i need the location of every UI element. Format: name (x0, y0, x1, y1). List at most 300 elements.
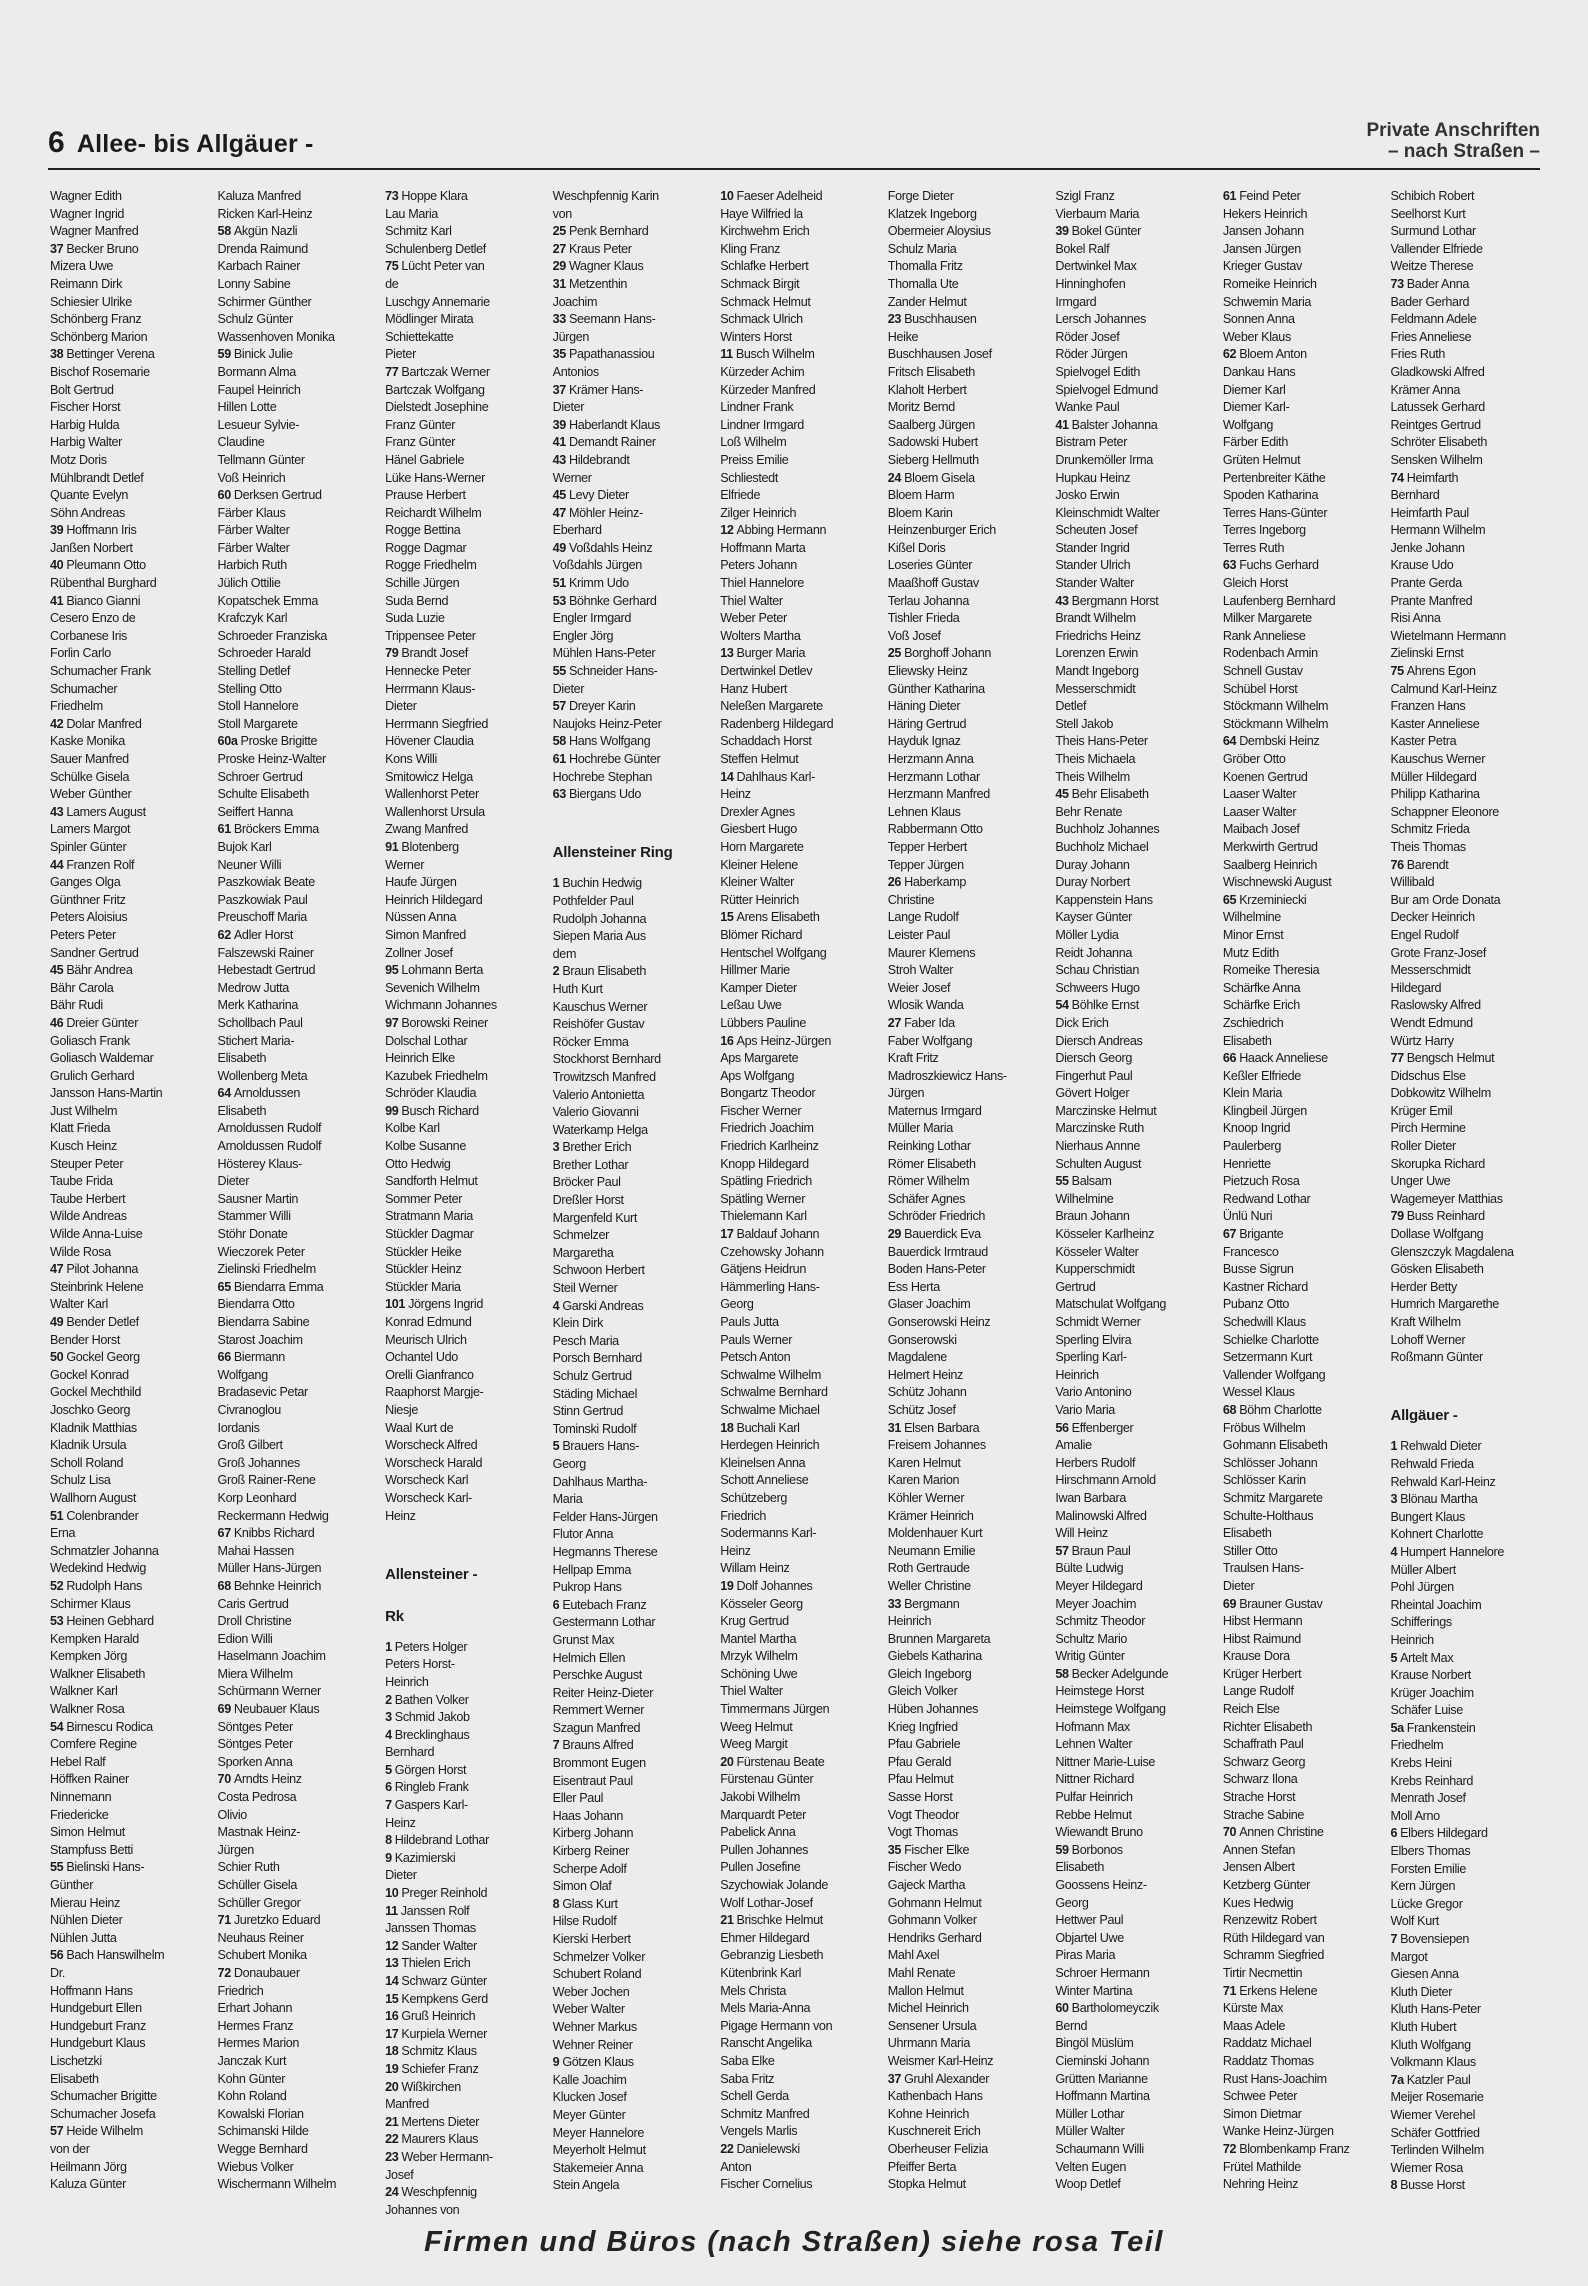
resident-entry: Waterkamp Helga (552, 1122, 648, 1137)
house-entry: 20 Fürstenau Beate (720, 1754, 825, 1769)
resident-entry: Stakemeier Anna (552, 2160, 644, 2175)
house-entry: 4 Garski Andreas (552, 1298, 644, 1313)
resident-entry: Timmermans Jürgen (720, 1702, 830, 1717)
house-number: 51 (552, 576, 566, 591)
house-entry: 9 Kazimierski (385, 1850, 456, 1865)
resident-entry: Nühlen Jutta (50, 1930, 117, 1945)
resident-entry: Piras Maria (1055, 1948, 1116, 1963)
resident-entry: Weeg Margit (720, 1737, 788, 1752)
resident-entry: Reiter Heinz-Dieter (552, 1685, 654, 1700)
resident-entry: Pubanz Otto (1222, 1297, 1290, 1312)
house-number: 2 (385, 1692, 392, 1707)
resident-entry: Niesje (385, 1402, 419, 1417)
resident-entry: Rehwald Karl-Heinz (1390, 1474, 1496, 1489)
house-number: 7 (552, 1738, 560, 1753)
resident-entry: Klein Maria (1222, 1086, 1283, 1101)
resident-entry: Worscheck Karl- (385, 1490, 473, 1505)
resident-entry: Hochrebe Stephan (552, 769, 653, 784)
resident-entry: Engler Irmgard (552, 611, 632, 626)
resident-entry: Mizera Uwe (50, 259, 113, 274)
house-entry: 47 Pilot Johanna (50, 1262, 139, 1277)
house-number: 64 (217, 1086, 231, 1101)
house-entry: 77 Bartczak Werner (385, 364, 490, 379)
house-entry: 76 Barendt (1390, 857, 1449, 872)
resident-entry: Bischof Rosemarie (50, 364, 150, 379)
resident-entry: von (552, 206, 572, 221)
house-number: 50 (50, 1350, 64, 1365)
resident-entry: Leister Paul (887, 927, 951, 942)
resident-entry: Josef (385, 2167, 414, 2182)
resident-entry: Setzermann Kurt (1222, 1350, 1313, 1365)
house-number: 13 (720, 646, 734, 661)
resident-entry: Schulz Gertrud (552, 1369, 632, 1383)
house-number: 42 (50, 716, 64, 731)
resident-entry: Dieter (385, 1868, 417, 1883)
resident-entry: Mastnak Heinz- (217, 1825, 301, 1840)
resident-entry: Merk Katharina (217, 998, 299, 1013)
resident-entry: Franz Günter (385, 417, 456, 432)
resident-entry: Gonserowski (887, 1332, 957, 1347)
house-entry: 26 Haberkamp (887, 875, 967, 890)
resident-entry: Simon Dietmar (1222, 2106, 1302, 2121)
house-entry: 5 Görgen Horst (385, 1762, 467, 1777)
resident-entry: Frütel Mathilde (1222, 2159, 1301, 2174)
resident-entry: Peters Horst- (385, 1657, 455, 1672)
resident-entry: Schwee Peter (1222, 2089, 1298, 2104)
resident-entry: Thomalla Fritz (887, 259, 963, 274)
resident-entry: Nehring Heinz (1222, 2177, 1299, 2192)
house-number: 65 (1222, 892, 1237, 907)
resident-entry: Schmack Ulrich (720, 312, 803, 327)
resident-entry: Krieger Gustav (1222, 259, 1302, 274)
resident-entry: Maria (552, 1492, 583, 1507)
resident-entry: Bongartz Theodor (720, 1086, 816, 1101)
house-number: 71 (217, 1913, 231, 1928)
resident-entry: Margaretha (552, 1245, 614, 1260)
resident-entry: Philipp Katharina (1390, 787, 1480, 802)
house-entry: 10 Preger Reinhold (385, 1886, 488, 1901)
house-entry: 19 Dolf Johannes (720, 1578, 813, 1593)
resident-entry: Wilhelmine (1222, 910, 1281, 925)
resident-entry: Stöckmann Wilhelm (1222, 716, 1329, 731)
resident-entry: Städing Michael (552, 1386, 638, 1401)
resident-entry: Hibst Raimund (1222, 1631, 1301, 1646)
house-entry: 6 Ringleb Frank (385, 1780, 469, 1795)
resident-entry: Lehnen Walter (1055, 1737, 1133, 1752)
house-entry: 7 Brauns Alfred (552, 1738, 634, 1753)
resident-entry: Raddatz Thomas (1222, 2053, 1314, 2068)
resident-entry: Schmelzer (552, 1228, 609, 1243)
house-number: 1 (385, 1639, 392, 1654)
resident-entry: Stopka Helmut (887, 2177, 966, 2192)
resident-entry: Gohmann Helmut (887, 1895, 982, 1910)
page-title: Allee- bis Allgäuer - (76, 130, 314, 158)
resident-entry: Lischetzki (50, 2053, 102, 2068)
house-number: 15 (720, 910, 734, 925)
house-number: 11 (720, 347, 733, 362)
resident-entry: Milker Margarete (1222, 611, 1312, 626)
resident-entry: Pfeiffer Berta (887, 2159, 957, 2174)
resident-entry: Schönberg Marion (50, 329, 148, 344)
resident-entry: Redwand Lothar (1222, 1191, 1311, 1206)
resident-entry: Faupel Heinrich (217, 382, 301, 397)
resident-entry: Arnoldussen Rudolf (217, 1121, 322, 1136)
house-entry: 33 Bergmann (887, 1596, 960, 1611)
resident-entry: Kaster Petra (1390, 734, 1457, 749)
resident-entry: Wolters Martha (720, 628, 801, 643)
resident-entry: Johannes von (385, 2202, 460, 2217)
resident-entry: Stichert Maria- (217, 1033, 295, 1048)
house-number: 79 (385, 646, 399, 661)
resident-entry: Pothfelder Paul (552, 893, 634, 908)
house-entry: 14 Schwarz Günter (385, 1974, 487, 1988)
house-entry: 62 Bloem Anton (1222, 347, 1307, 362)
resident-entry: Anton (720, 2159, 752, 2174)
house-number: 7a (1390, 2072, 1404, 2087)
resident-entry: Krämer Anna (1390, 382, 1461, 397)
resident-entry: Kaske Monika (50, 734, 125, 749)
house-entry: 16 Gruß Heinrich (385, 2009, 476, 2024)
house-number: 72 (1222, 2141, 1237, 2156)
resident-entry: Kleinelsen Anna (720, 1455, 806, 1470)
resident-entry: Schlafke Herbert (720, 259, 809, 274)
house-entry: 49 Voßdahls Heinz (552, 540, 653, 555)
resident-entry: Thiel Walter (720, 593, 783, 608)
resident-entry: Drexler Agnes (720, 804, 795, 819)
resident-entry: Schröter Elisabeth (1390, 435, 1488, 450)
resident-entry: Schüller Gregor (217, 1895, 301, 1910)
house-number: 45 (50, 963, 64, 978)
resident-entry: Kolbe Susanne (385, 1139, 466, 1154)
house-number: 6 (1390, 1826, 1398, 1841)
house-number: 55 (1055, 1174, 1069, 1189)
resident-entry: Schliestedt (720, 470, 778, 485)
house-number: 52 (50, 1578, 64, 1593)
resident-entry: Laaser Walter (1222, 804, 1297, 819)
resident-entry: Josko Erwin (1055, 488, 1120, 503)
resident-entry: Worscheck Harald (385, 1455, 483, 1470)
resident-entry: Buschhausen Josef (887, 347, 992, 362)
resident-entry: Werner (385, 857, 425, 872)
house-number: 67 (1222, 1227, 1237, 1242)
resident-entry: Taube Herbert (50, 1191, 126, 1206)
resident-entry: Lamers Margot (50, 822, 131, 837)
directory-column (1223, 188, 1383, 2219)
house-entry: 58 Becker Adelgunde (1055, 1666, 1169, 1681)
resident-entry: Mierau Heinz (50, 1895, 120, 1910)
house-entry: 99 Busch Richard (385, 1103, 479, 1118)
resident-entry: Rudolph Johanna (552, 911, 647, 926)
resident-entry: Elisabeth (1222, 1526, 1272, 1541)
house-number: 6 (385, 1780, 392, 1795)
resident-entry: Hayduk Ignaz (887, 734, 961, 749)
resident-entry: Schier Ruth (217, 1860, 280, 1875)
resident-entry: Fischer Cornelius (720, 2177, 813, 2192)
house-number: 77 (385, 364, 399, 379)
house-entry: 15 Arens Elisabeth (720, 910, 820, 925)
resident-entry: Zielinski Ernst (1390, 646, 1464, 661)
house-entry: 65 Krzeminiecki (1222, 892, 1307, 907)
resident-entry: Tepper Herbert (887, 839, 967, 854)
resident-entry: Krause Udo (1390, 558, 1454, 573)
resident-entry: Jansson Hans-Martin (50, 1086, 163, 1101)
house-entry: 101 Jörgens Ingrid (385, 1297, 483, 1312)
resident-entry: Kladnik Matthias (50, 1420, 137, 1435)
house-number: 39 (552, 417, 566, 432)
resident-entry: Ricken Karl-Heinz (217, 206, 313, 221)
resident-entry: Michel Heinrich (887, 2001, 969, 2016)
resident-entry: Goliasch Frank (50, 1033, 130, 1048)
resident-entry: Wilde Andreas (50, 1209, 127, 1224)
resident-entry: Müller Albert (1390, 1562, 1456, 1577)
resident-entry: Schumacher Josefa (50, 2106, 156, 2121)
house-entry: 5a Frankenstein (1390, 1720, 1476, 1735)
house-number: 73 (385, 189, 399, 203)
house-entry: 45 Levy Dieter (552, 488, 629, 503)
resident-entry: Rogge Bettina (385, 523, 461, 538)
resident-entry: Schüller Gisela (217, 1878, 297, 1892)
resident-entry: Schwarz Georg (1222, 1754, 1306, 1769)
resident-entry: Pullen Johannes (720, 1842, 809, 1857)
resident-entry: Sperling Karl- (1055, 1350, 1127, 1365)
resident-entry: Behr Renate (1055, 804, 1123, 819)
resident-entry: Peters Johann (720, 558, 797, 573)
house-entry: 95 Lohmann Berta (385, 963, 483, 978)
resident-entry: Laufenberg Bernhard (1222, 593, 1336, 608)
resident-entry: Häring Gertrud (887, 716, 967, 731)
resident-entry: Kluth Dieter (1390, 1984, 1453, 1999)
resident-entry: Schmack Birgit (720, 276, 800, 291)
resident-entry: Groß Johannes (217, 1455, 300, 1470)
resident-entry: Hüben Johannes (887, 1702, 979, 1717)
house-entry: 13 Burger Maria (720, 646, 806, 661)
house-number: 20 (385, 2079, 399, 2094)
resident-entry: Lindner Frank (720, 400, 794, 415)
resident-entry: Kazubek Friedhelm (385, 1068, 488, 1083)
resident-entry: Mandt Ingeborg (1055, 664, 1139, 679)
resident-entry: Schützeberg (720, 1490, 788, 1505)
house-entry: 1 Buchin Hedwig (552, 876, 642, 891)
resident-entry: Wedekind Hedwig (50, 1561, 147, 1576)
resident-entry: Menrath Josef (1390, 1791, 1466, 1806)
resident-entry: Harbich Ruth (217, 558, 287, 573)
house-entry: 2 Bathen Volker (385, 1692, 469, 1707)
resident-entry: Mallon Helmut (887, 1983, 964, 1998)
resident-entry: Diemer Karl- (1222, 400, 1290, 415)
house-number: 22 (720, 2141, 734, 2156)
resident-entry: Buchholz Michael (1055, 839, 1149, 854)
resident-entry: Hilse Rudolf (552, 1914, 617, 1929)
resident-entry: Schott Anneliese (720, 1473, 809, 1488)
resident-entry: Trippensee Peter (385, 628, 476, 643)
resident-entry: Engler Jörg (552, 628, 614, 643)
resident-entry: Ketzberg Günter (1222, 1878, 1311, 1892)
resident-entry: Reichardt Wilhelm (385, 505, 482, 520)
house-number: 58 (1055, 1666, 1069, 1681)
resident-entry: Reinking Lothar (887, 1139, 971, 1154)
house-number: 38 (50, 347, 64, 362)
house-entry: 35 Papathanassiou (552, 347, 655, 362)
resident-entry: Gockel Mechthild (50, 1385, 141, 1400)
resident-entry: Heinz (385, 1815, 416, 1830)
resident-entry: Paszkowiak Paul (217, 892, 308, 907)
resident-entry: Herder Betty (1390, 1279, 1457, 1294)
resident-entry: Tominski Rudolf (552, 1421, 637, 1436)
resident-entry: Rebbe Helmut (1055, 1807, 1132, 1822)
resident-entry: Gohmann Volker (887, 1913, 977, 1928)
resident-entry: Voß Heinrich (217, 470, 286, 485)
house-entry: 50 Gockel Georg (50, 1350, 140, 1365)
resident-entry: Janßen Norbert (50, 540, 133, 555)
resident-entry: Simon Helmut (50, 1825, 125, 1840)
house-number: 55 (552, 664, 566, 679)
resident-entry: Mühlbrandt Detlef (50, 470, 144, 485)
resident-entry: Bloem Karin (887, 505, 953, 520)
resident-entry: Stiller Otto (1222, 1543, 1278, 1558)
resident-entry: Wassenhoven Monika (217, 329, 335, 344)
resident-entry: Eliewsky Heinz (887, 664, 968, 679)
section-label-line2: – nach Straßen – (1387, 141, 1540, 162)
resident-entry: Bröcker Paul (552, 1175, 621, 1190)
house-entry: 6 Elbers Hildegard (1390, 1826, 1488, 1841)
resident-entry: Brandt Wilhelm (1055, 611, 1136, 626)
resident-entry: Schwalme Michael (720, 1402, 820, 1417)
resident-entry: Kohnert Charlotte (1390, 1527, 1484, 1542)
resident-entry: Gladkowski Alfred (1390, 364, 1485, 379)
resident-entry: Schürmann Werner (217, 1684, 321, 1699)
house-entry: 24 Weschpfennig (385, 2185, 477, 2200)
resident-entry: Pesch Maria (552, 1333, 619, 1348)
resident-entry: Quante Evelyn (50, 488, 129, 503)
house-entry: 23 Buschhausen (887, 312, 977, 327)
resident-entry: Heinz (720, 787, 751, 802)
resident-entry: Gockel Konrad (50, 1367, 129, 1382)
house-number: 20 (720, 1754, 734, 1769)
resident-entry: Rodenbach Armin (1222, 646, 1318, 661)
house-number: 91 (385, 839, 399, 854)
resident-entry: Bujok Karl (217, 839, 272, 854)
resident-entry: Lohoff Werner (1390, 1332, 1466, 1347)
resident-entry: Brunnen Margareta (887, 1631, 991, 1646)
resident-entry: Schau Christian (1055, 963, 1139, 978)
resident-entry: Pietzuch Rosa (1222, 1174, 1300, 1189)
resident-entry: Kürzeder Achim (720, 364, 805, 379)
resident-entry: Walkner Karl (50, 1684, 118, 1699)
resident-entry: Valerio Antonietta (552, 1087, 645, 1102)
resident-entry: Reich Else (1222, 1702, 1280, 1717)
house-entry: 56 Bach Hanswilhelm (50, 1948, 165, 1963)
resident-entry: Messerschmidt (1390, 963, 1471, 978)
house-entry: 60 Derksen Gertrud (217, 488, 322, 503)
resident-entry: Bradasevic Petar (217, 1385, 308, 1400)
resident-entry: Kleiner Walter (720, 875, 794, 890)
resident-entry: Nierhaus Annne (1055, 1139, 1141, 1154)
house-entry: 5 Artelt Max (1390, 1650, 1454, 1665)
resident-entry: Naujoks Heinz-Peter (552, 716, 662, 731)
resident-entry: Häning Dieter (887, 699, 961, 714)
resident-entry: Luschgy Annemarie (385, 294, 490, 309)
house-number: 18 (720, 1420, 734, 1435)
house-number: 14 (720, 769, 734, 784)
resident-entry: Marquardt Peter (720, 1807, 806, 1822)
resident-entry: Schirmer Klaus (50, 1596, 131, 1611)
resident-entry: Walkner Rosa (50, 1702, 125, 1717)
house-entry: 21 Mertens Dieter (385, 2114, 480, 2129)
resident-entry: Lindner Irmgard (720, 417, 804, 432)
resident-entry: Herbers Rudolf (1055, 1455, 1136, 1470)
resident-entry: Georg (720, 1297, 754, 1312)
resident-entry: Pieter (385, 347, 416, 362)
resident-entry: Lersch Johannes (1055, 312, 1146, 327)
street-heading: Allensteiner - (385, 1565, 478, 1583)
resident-entry: Reckermann Hedwig (217, 1508, 329, 1523)
resident-entry: Wagner Ingrid (50, 206, 125, 221)
resident-entry: Meyer Hildegard (1055, 1578, 1143, 1593)
resident-entry: Heinrich (887, 1614, 932, 1629)
page-title-block (48, 126, 314, 160)
house-number: 6 (552, 1597, 560, 1612)
house-number: 66 (217, 1350, 231, 1365)
resident-entry: Wiebus Volker (217, 2159, 294, 2174)
resident-entry: Krug Gertrud (720, 1614, 789, 1629)
resident-entry: Schwalme Wilhelm (720, 1367, 821, 1382)
house-entry: 58 Akgün Nazli (217, 224, 298, 239)
resident-entry: Bokel Ralf (1055, 241, 1110, 256)
resident-entry: Pfau Gerald (887, 1754, 952, 1769)
resident-entry: Grüten Helmut (1222, 452, 1301, 467)
house-number: 2 (552, 964, 560, 979)
resident-entry: Korp Leonhard (217, 1490, 297, 1505)
resident-entry: Gebranzig Liesbeth (720, 1948, 824, 1963)
resident-entry: Gösken Elisabeth (1390, 1262, 1484, 1277)
resident-entry: Willibald (1390, 875, 1435, 890)
resident-entry: Sandforth Helmut (385, 1174, 478, 1189)
resident-entry: Schärfke Erich (1222, 998, 1300, 1013)
resident-entry: Aps Wolfgang (720, 1068, 795, 1083)
house-entry: 61 Hochrebe Günter (552, 752, 661, 766)
house-number: 26 (887, 875, 902, 890)
house-number: 75 (385, 259, 399, 274)
house-entry: 68 Böhm Charlotte (1222, 1402, 1322, 1417)
resident-entry: Kirberg Johann (552, 1826, 634, 1841)
resident-entry: Diemer Karl (1222, 382, 1286, 397)
resident-entry: Georg (552, 1456, 586, 1471)
house-entry: 56 Effenberger (1055, 1420, 1134, 1435)
house-entry: 8 Hildebrand Lothar (385, 1833, 489, 1848)
resident-entry: Dreßler Horst (552, 1193, 624, 1208)
house-entry: 47 Möhler Heinz- (552, 505, 643, 520)
resident-entry: Röder Jürgen (1055, 347, 1128, 362)
resident-entry: Schmack Helmut (720, 294, 811, 309)
resident-entry: Groß Rainer-Rene (217, 1473, 316, 1488)
resident-entry: Schütz Johann (887, 1385, 967, 1400)
resident-entry: Kaluza Manfred (217, 189, 301, 203)
resident-entry: Müller Lothar (1055, 2106, 1125, 2121)
house-entry: 60a Proske Brigitte (217, 734, 318, 749)
house-number: 69 (1222, 1596, 1237, 1611)
house-entry: 55 Bielinski Hans- (50, 1860, 145, 1875)
resident-entry: Hennecke Peter (385, 664, 471, 679)
house-number: 18 (385, 2044, 399, 2059)
house-entry: 64 Arnoldussen (217, 1086, 301, 1101)
house-number: 70 (1222, 1825, 1237, 1840)
resident-entry: Franz Günter (385, 435, 456, 450)
resident-entry: Fingerhut Paul (1055, 1068, 1133, 1083)
resident-entry: Kraft Fritz (887, 1051, 939, 1066)
house-number: 29 (887, 1227, 902, 1242)
house-entry: 74 Heimfarth (1390, 470, 1459, 485)
resident-entry: Tishler Frieda (887, 611, 960, 626)
